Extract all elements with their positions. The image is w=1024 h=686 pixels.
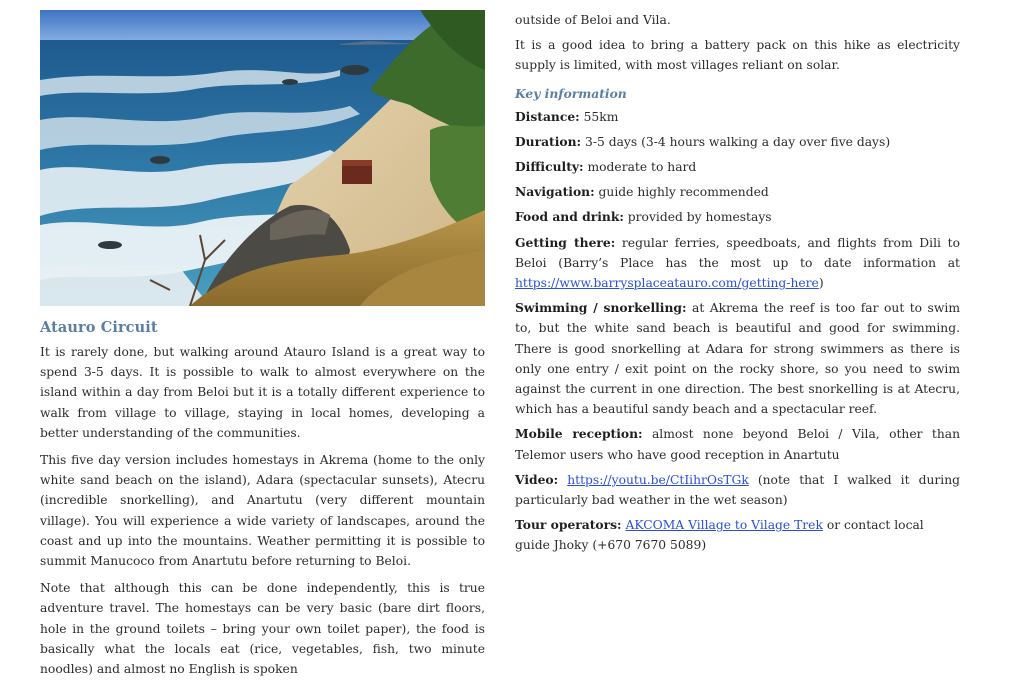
video-label: Video: (515, 471, 559, 487)
difficulty-row (515, 157, 960, 177)
mobile-row (515, 424, 960, 464)
tour-operator-link[interactable]: AKCOMA Village to Vilage Trek (625, 518, 823, 533)
getting-here-link[interactable]: https://www.barrysplaceatauro.com/getting-here (515, 276, 819, 291)
duration-row (515, 132, 960, 152)
key-information-heading: Key information (515, 85, 627, 101)
distance-value: 55km (579, 109, 619, 124)
swimming-value: at Akrema the reef is too far out to swim to, but the white sand beach is beautiful and good for swimming. There is good snorkelling at Adara for strong swimmers as there is only one entry / exit point on the rocky shore, so you need to swim against the current in one direction. The best snorkelling is at Atecru, which has a beautiful sandy beach and a spectacular reef. (515, 301, 960, 417)
swimming-label: Swimming / snorkelling: (515, 300, 687, 316)
duration-value: 3-5 days (3-4 hours walking a day over five days) (581, 134, 891, 149)
distance-row (515, 107, 960, 127)
itinerary-paragraph: This five day version includes homestays in Akrema (home to the only white sand beach on the island), Adara (spectacular sunsets), Atecru (incredible snorkelling), and Anartutu (very different mountain village). You will experience a wide variety of landscapes, around the coast and up into the mountains. Weather permitting it is possible to summit Manucoco from Anartutu before returning to Beloi. (40, 453, 485, 569)
video-row (515, 470, 960, 510)
mobile-value: almost none beyond Beloi / Vila, other than Telemor users who have good reception in Anartutu (515, 427, 960, 462)
continued-text: outside of Beloi and Vila. (515, 13, 671, 27)
difficulty-value: moderate to hard (583, 160, 697, 175)
tour-after: or contact local guide Jhoky (+670 7670 5089) (515, 518, 924, 553)
navigation-label: Navigation: (515, 184, 595, 200)
battery-paragraph: It is a good idea to bring a battery pack on this hike as electricity supply is limited, with most villages reliant on solar. (515, 38, 960, 73)
food-value: provided by homestays (623, 210, 772, 225)
difficulty-label: Difficulty: (515, 159, 584, 175)
getting-there-text: regular ferries, speedboats, and flights from Dili to Beloi (Barry’s Place has the most up to date information at (515, 235, 960, 270)
swimming-row (515, 298, 960, 419)
navigation-value: guide highly recommended (594, 185, 769, 200)
section-title: Atauro Circuit (40, 319, 158, 336)
getting-there-after: ) (818, 276, 824, 291)
distance-label: Distance: (515, 108, 580, 124)
right-column (515, 10, 960, 561)
adventure-paragraph: Note that although this can be done independently, this is true adventure travel. The homestays can be very basic (bare dirt floors, hole in the ground toilets – bring your own toilet paper), the food is basically what the locals eat (rice, vegetables, fish, two minute noodles) and almost no English is spoken (40, 581, 485, 677)
tour-row (515, 515, 960, 555)
left-column (40, 10, 485, 686)
getting-there-row (515, 233, 960, 294)
tour-label: Tour operators: (515, 517, 622, 533)
duration-label: Duration: (515, 133, 582, 149)
intro-paragraph: It is rarely done, but walking around Atauro Island is a great way to spend 3-5 days. It is possible to walk to almost everywhere on the island within a day from Beloi but it is a totally different experience to walk from village to village, staying in local homes, developing a better understanding of the communities. (40, 345, 485, 440)
food-label: Food and drink: (515, 209, 624, 225)
food-row (515, 207, 960, 227)
video-link[interactable]: https://youtu.be/CtIihrOsTGk (567, 472, 749, 487)
navigation-row (515, 182, 960, 202)
mobile-label: Mobile reception: (515, 426, 643, 442)
getting-there-label: Getting there: (515, 234, 616, 250)
coastline-photo (40, 10, 485, 306)
video-after: (note that I walked it during particularly bad weather in the wet season) (515, 472, 960, 508)
